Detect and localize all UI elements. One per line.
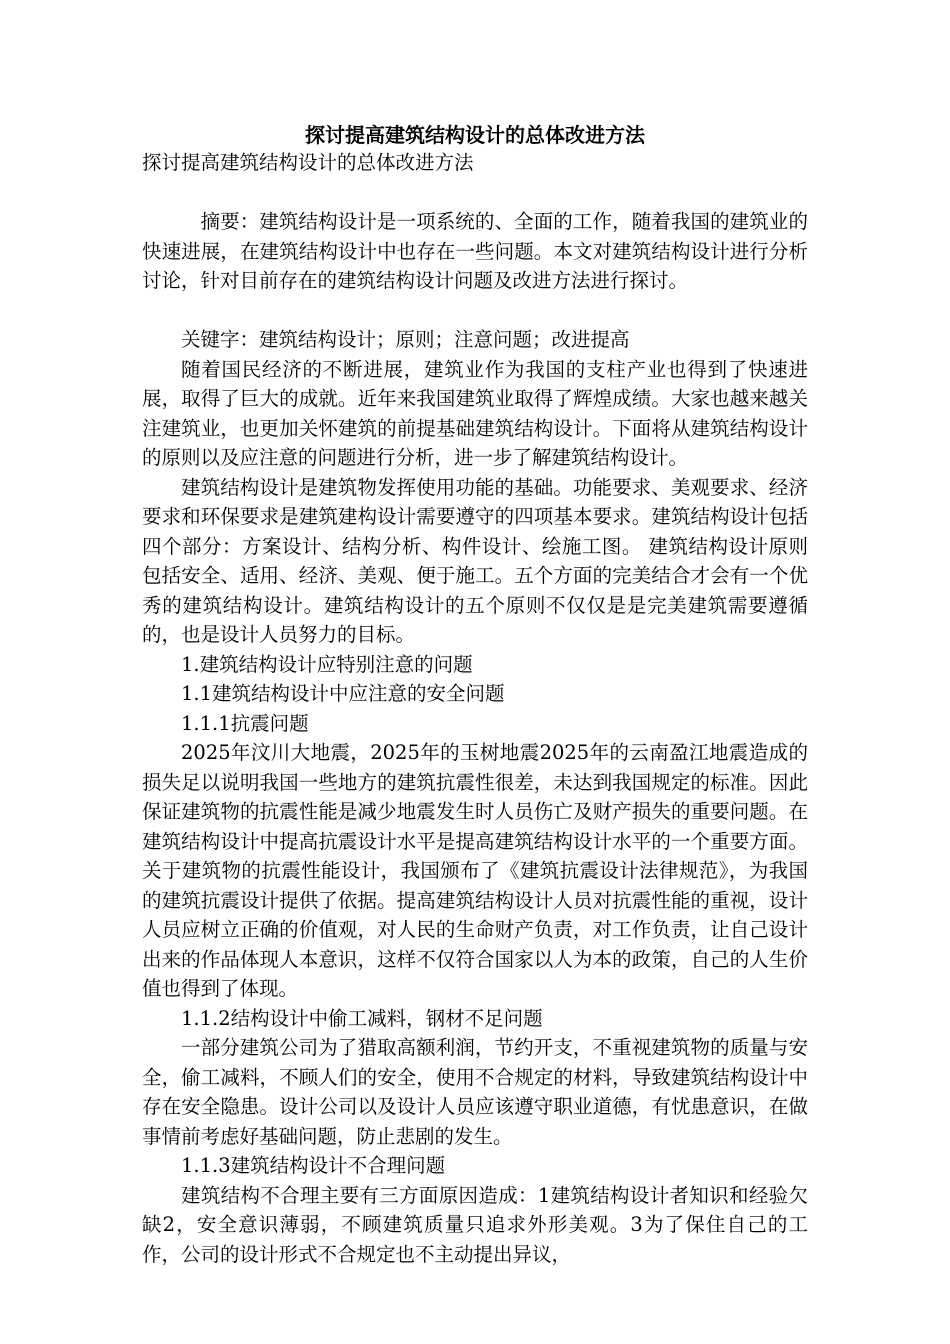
body-paragraph: 一部分建筑公司为了猎取高额利润，节约开支，不重视建筑物的质量与安全，偷工减料，不顾人们的安全，使用不合规定的材料，导致建筑结构设计中存在安全隐患。设计公司以及设计人员应该遵守职业道德，有忧患意识，在做事情前考虑好基础问题，防止悲剧的发生。 bbox=[142, 1036, 808, 1148]
abstract-paragraph: 摘要：建筑结构设计是一项系统的、全面的工作，随着我国的建筑业的快速进展，在建筑结构设计中也存在一些问题。本文对建筑结构设计进行分析讨论，针对目前存在的建筑结构设计问题及改进方法进行探讨。 bbox=[142, 210, 808, 292]
body-paragraph: 建筑结构设计是建筑物发挥使用功能的基础。功能要求、美观要求、经济要求和环保要求是建筑建构设计需要遵守的四项基本要求。建筑结构设计包括四个部分：方案设计、结构分析、构件设计、绘施工图。 建筑结构设计原则包括安全、适用、经济、美观、便于施工。五个方面的完美结合才会有一个优秀的建筑结构设计。建筑结构设计的五个原则不仅仅是是完美建筑需要遵循的，也是设计人员努力的目标。 bbox=[142, 475, 808, 646]
spacer bbox=[142, 296, 808, 326]
spacer bbox=[142, 178, 808, 208]
document-body bbox=[142, 148, 808, 1269]
document-subtitle: 探讨提高建筑结构设计的总体改进方法 bbox=[142, 151, 474, 174]
keywords-line: 关键字：建筑结构设计；原则；注意问题；改进提高 bbox=[181, 328, 630, 351]
subsection-heading: 1.1建筑结构设计中应注意的安全问题 bbox=[181, 682, 505, 705]
body-paragraph: 2025年汶川大地震，2025年的玉树地震2025年的云南盈江地震造成的损失足以说明我国一些地方的建筑抗震性很差，未达到我国规定的标准。因此保证建筑物的抗震性能是减少地震发生时人员伤亡及财产损失的重要问题。在建筑结构设计中提高抗震设计水平是提高建筑结构设计水平的一个重要方面。关于建筑物的抗震性能设计，我国颁布了《建筑抗震设计法律规范》，为我国的建筑抗震设计提供了依据。提高建筑结构设计人员对抗震性能的重视，设计人员应树立正确的价值观，对人民的生命财产负责，对工作负责，让自己设计出来的作品体现人本意识，这样不仅符合国家以人为本的政策，自己的人生价值也得到了体现。 bbox=[142, 741, 808, 1000]
body-paragraph: 建筑结构不合理主要有三方面原因造成：1建筑结构设计者知识和经验欠缺2，安全意识薄弱，不顾建筑质量只追求外形美观。3为了保住自己的工作，公司的设计形式不合规定也不主动提出异议， bbox=[142, 1183, 808, 1266]
body-paragraph: 随着国民经济的不断进展，建筑业作为我国的支柱产业也得到了快速进展，取得了巨大的成就。近年来我国建筑业取得了辉煌成绩。大家也越来越关注建筑业，也更加关怀建筑的前提基础建筑结构设计。下面将从建筑结构设计的原则以及应注意的问题进行分析，进一步了解建筑结构设计。 bbox=[142, 357, 808, 469]
subsubsection-heading: 1.1.3建筑结构设计不合理问题 bbox=[181, 1154, 446, 1177]
subsubsection-heading: 1.1.2结构设计中偷工减料，钢材不足问题 bbox=[181, 1006, 543, 1030]
section-heading: 1.建筑结构设计应特别注意的问题 bbox=[181, 652, 473, 676]
subsubsection-heading: 1.1.1抗震问题 bbox=[181, 711, 309, 735]
document-title: 探讨提高建筑结构设计的总体改进方法 bbox=[305, 123, 645, 147]
